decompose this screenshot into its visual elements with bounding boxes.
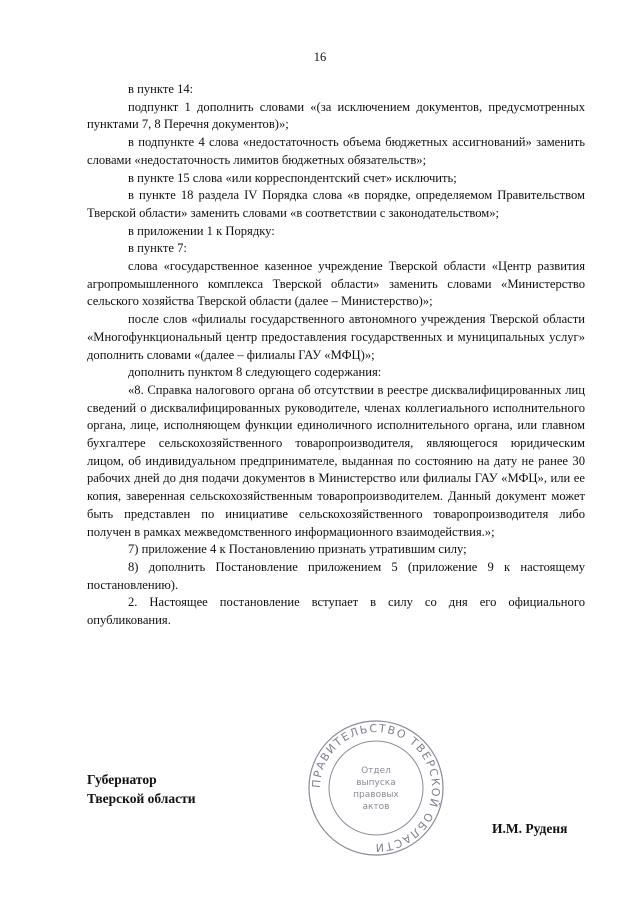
paragraph: в приложении 1 к Порядку: xyxy=(128,223,275,238)
paragraph: «8. Справка налогового органа об отсутствии в реестре дисквалифицированных лиц сведений о дисквалифицированных руководителе, членах коллегиального исполнительного органа, лице, исполняющем функции единоличного исполнительного органа, или главном бухгалтере сельскохозяйственного товаропроизводителя, являющегося юридическим лицом, об индивидуальном предпринимателе, выданная по состоянию на дату не ранее 30 рабочих дней до дня подачи документов в Министерство или филиалы ГАУ «МФЦ», или ее копия, заверенная сельскохозяйственным товаропроизводителем. Данный документ может быть представлен по инициативе сельскохозяйственного товаропроизводителя либо получен в рамках межведомственного информационного взаимодействия.»; xyxy=(87,382,585,539)
official-stamp xyxy=(306,718,446,858)
paragraph: 2. Настоящее постановление вступает в силу со дня его официального опубликования. xyxy=(87,595,585,628)
paragraph: в пункте 7: xyxy=(128,241,187,256)
document-body xyxy=(87,81,585,630)
signatory-title xyxy=(87,770,196,808)
stamp-ring-text: ПРАВИТЕЛЬСТВО ТВЕРСКОЙ ОБЛАСТИ xyxy=(309,721,443,855)
paragraph: подпункт 1 дополнить словами «(за исключением документов, предусмотренных пунктами 7, 8 Перечня документов)»; xyxy=(87,99,585,132)
signatory-title-line1: Губернатор xyxy=(87,772,157,787)
paragraph: 8) дополнить Постановление приложением 5 (приложение 9 к настоящему постановлению). xyxy=(87,559,585,592)
stamp-line-4: актов xyxy=(362,802,390,812)
signatory-title-line2: Тверской области xyxy=(87,791,196,806)
paragraph: после слов «филиалы государственного автономного учреждения Тверской области «Многофункциональный центр предоставления государственных и муниципальных услуг» дополнить словами «(далее – филиалы ГАУ «МФЦ)»; xyxy=(87,312,585,362)
paragraph: в пункте 14: xyxy=(128,82,194,96)
paragraph: 7) приложение 4 к Постановлению признать утратившим силу; xyxy=(128,542,467,557)
paragraph: слова «государственное казенное учреждение Тверской области «Центр развития агропромышленного комплекса Тверской области» заменить словами «Министерство сельского хозяйства Тверской области (далее – Министерство)»; xyxy=(87,259,585,309)
paragraph: в подпункте 4 слова «недостаточность объема бюджетных ассигнований» заменить словами «недостаточность лимитов бюджетных обязательств»; xyxy=(87,135,585,167)
paragraph: дополнить пунктом 8 следующего содержания: xyxy=(128,365,382,380)
page-number: 16 xyxy=(313,50,327,64)
stamp-line-3: правовых xyxy=(353,790,399,800)
signatory-name: И.М. Руденя xyxy=(492,821,568,836)
svg-text:ПРАВИТЕЛЬСТВО ТВЕРСКОЙ ОБЛАСТИ xyxy=(310,722,442,854)
stamp-line-1: Отдел xyxy=(361,766,391,776)
paragraph: в пункте 18 раздела IV Порядка слова «в порядке, определяемом Правительством Тверской области» заменить словами «в соответствии с законодательством»; xyxy=(87,188,585,220)
stamp-line-2: выпуска xyxy=(356,778,396,788)
paragraph: в пункте 15 слова «или корреспондентский счет» исключить; xyxy=(128,170,457,185)
